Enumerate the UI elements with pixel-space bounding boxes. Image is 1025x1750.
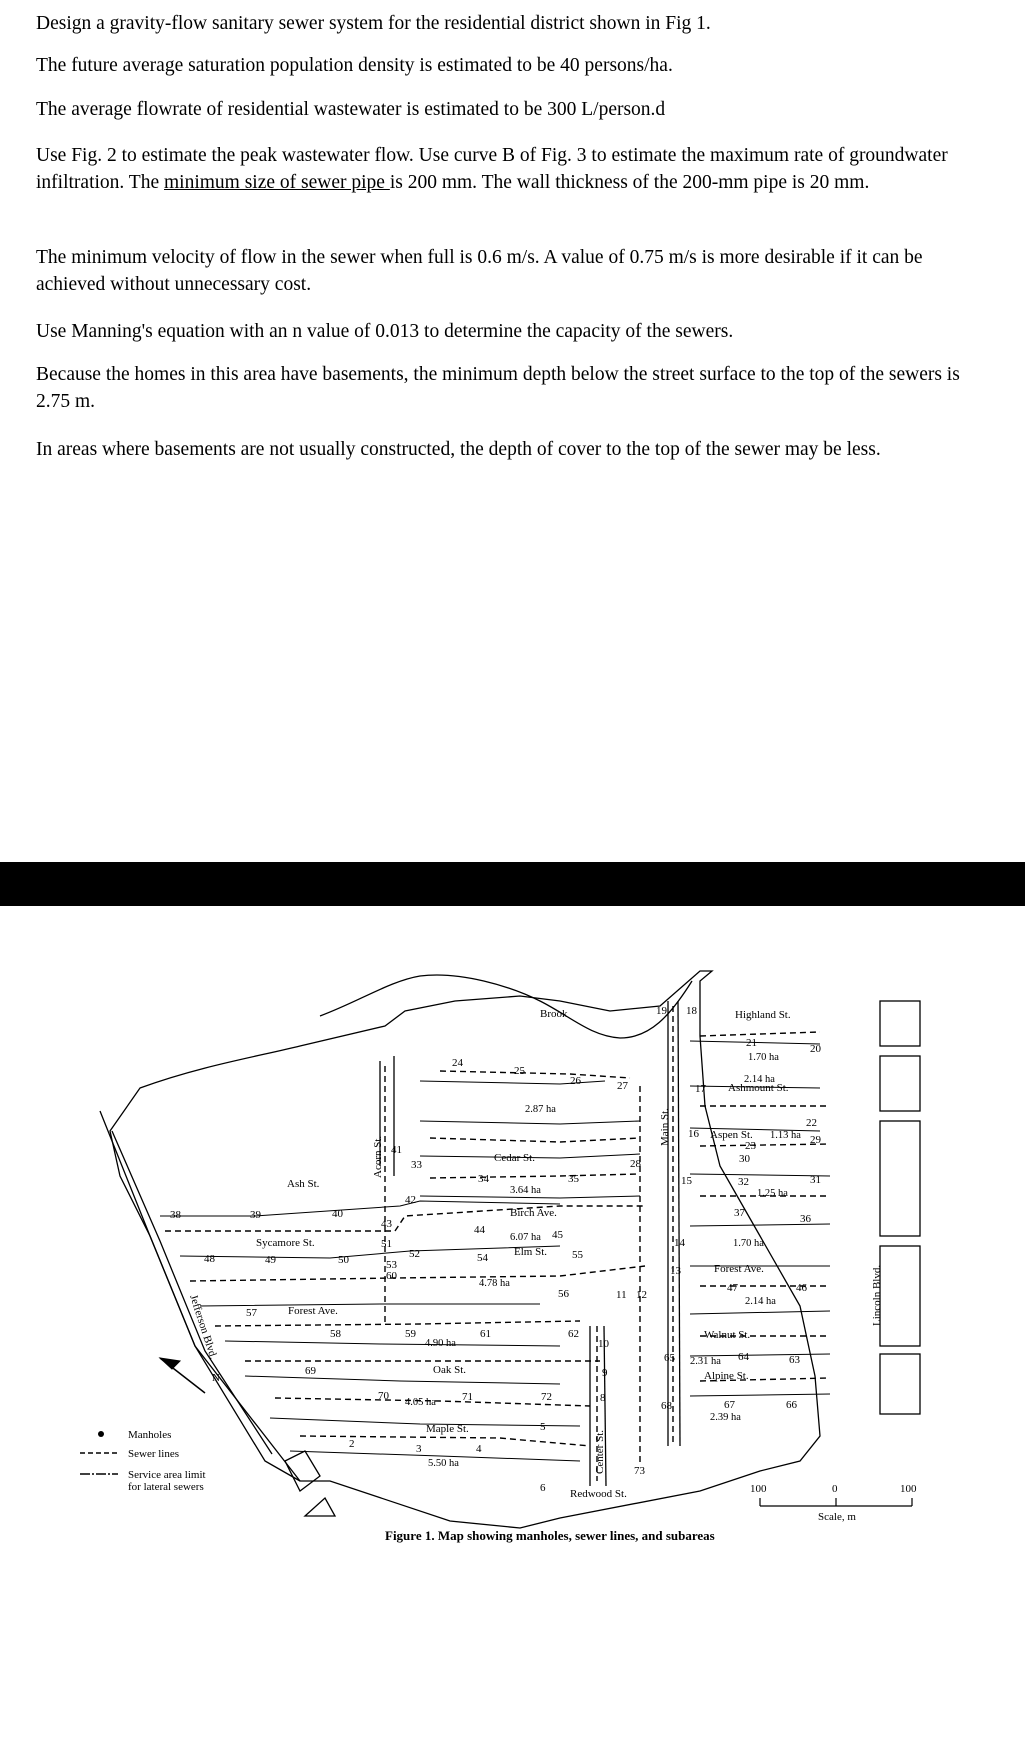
para-flowrate: The average flowrate of residential wastewater is estimated to be 300 L/person.d bbox=[36, 99, 666, 120]
manhole-45: 45 bbox=[552, 1229, 563, 1241]
manhole-48: 48 bbox=[204, 1253, 215, 1265]
manhole-56: 56 bbox=[558, 1288, 569, 1300]
para-cover: In areas where basements are not usually constructed, the depth of cover to the top of the sewer may be less. bbox=[36, 439, 881, 460]
manhole-63: 63 bbox=[789, 1354, 800, 1366]
subarea-4-78: 4.78 ha bbox=[479, 1278, 510, 1289]
para-figures-underline: minimum size of sewer pipe bbox=[164, 172, 390, 193]
manhole-17: 17 bbox=[695, 1083, 706, 1095]
manhole-4: 4 bbox=[476, 1443, 482, 1455]
street-highland: Highland St. bbox=[735, 1009, 791, 1021]
manhole-44: 44 bbox=[474, 1224, 485, 1236]
scale-left: 100 bbox=[750, 1483, 767, 1495]
manhole-47: 47 bbox=[727, 1282, 738, 1294]
subarea-1-70-north: 1.70 ha bbox=[748, 1052, 779, 1063]
para-figures-b: is 200 mm. The wall thickness of the 200-mm pipe is 20 mm. bbox=[389, 172, 870, 193]
street-ashmount: Ashmount St. bbox=[728, 1082, 789, 1094]
manhole-50: 50 bbox=[338, 1254, 349, 1266]
manhole-29: 29 bbox=[810, 1134, 821, 1146]
manhole-32: 32 bbox=[738, 1176, 749, 1188]
manhole-54: 54 bbox=[477, 1252, 488, 1264]
manhole-52: 52 bbox=[409, 1248, 420, 1260]
subarea-4-90: 4.90 ha bbox=[425, 1338, 456, 1349]
manhole-67: 67 bbox=[724, 1399, 735, 1411]
para-velocity: The minimum velocity of flow in the sewer when full is 0.6 m/s. A value of 0.75 m/s is more desirable if it can be achieved without unnecessary cost. bbox=[36, 247, 923, 295]
para-design: Design a gravity-flow sanitary sewer system for the residential district shown in Fig 1. bbox=[36, 13, 711, 34]
street-forest-west: Forest Ave. bbox=[288, 1305, 338, 1317]
subarea-2-39: 2.39 ha bbox=[710, 1412, 741, 1423]
scale-right: 100 bbox=[900, 1483, 917, 1495]
manhole-5: 5 bbox=[540, 1421, 546, 1433]
street-jefferson: Jefferson Blvd. bbox=[187, 1293, 220, 1361]
subarea-2-14-north: 2.14 ha bbox=[744, 1074, 775, 1085]
manhole-23: 23 bbox=[745, 1140, 756, 1152]
manhole-49: 49 bbox=[265, 1254, 276, 1266]
manhole-14: 14 bbox=[674, 1237, 685, 1249]
manhole-8: 8 bbox=[600, 1392, 606, 1404]
manhole-39: 39 bbox=[250, 1209, 261, 1221]
manhole-61: 61 bbox=[480, 1328, 491, 1340]
manhole-68: 68 bbox=[661, 1400, 672, 1412]
manhole-13: 13 bbox=[670, 1265, 681, 1277]
manhole-33: 33 bbox=[411, 1159, 422, 1171]
street-redwood: Redwood St. bbox=[570, 1488, 627, 1500]
manhole-26: 26 bbox=[570, 1075, 581, 1087]
manhole-43: 43 bbox=[381, 1218, 392, 1230]
manhole-31: 31 bbox=[810, 1174, 821, 1186]
street-acorn: Acorn St. bbox=[372, 1135, 384, 1178]
manhole-66: 66 bbox=[786, 1399, 797, 1411]
street-center: Center St. bbox=[594, 1430, 606, 1474]
manhole-18: 18 bbox=[686, 1005, 697, 1017]
manhole-57: 57 bbox=[246, 1307, 257, 1319]
subarea-1-13: 1.13 ha bbox=[770, 1130, 801, 1141]
street-elm: Elm St. bbox=[514, 1246, 548, 1258]
manhole-55: 55 bbox=[572, 1249, 583, 1261]
scale-bar bbox=[750, 1483, 917, 1523]
street-ash: Ash St. bbox=[287, 1178, 320, 1190]
para-figures-a: Use Fig. 2 to estimate the peak wastewater flow. Use curve B of Fig. 3 to estimate the maximum rate of groundwater infiltration. The bbox=[36, 145, 948, 193]
subarea-2-87: 2.87 ha bbox=[525, 1104, 556, 1115]
para-manning: Use Manning's equation with an n value of 0.013 to determine the capacity of the sewers. bbox=[36, 321, 734, 342]
subarea-3-64: 3.64 ha bbox=[510, 1185, 541, 1196]
manhole-69: 69 bbox=[305, 1365, 316, 1377]
subarea-2-31: 2.31 ha bbox=[690, 1356, 721, 1367]
black-divider-bar bbox=[0, 862, 1025, 906]
manhole-symbol-icon bbox=[98, 1431, 104, 1437]
manhole-72: 72 bbox=[541, 1391, 552, 1403]
manhole-71: 71 bbox=[462, 1391, 473, 1403]
street-maple: Maple St. bbox=[426, 1423, 469, 1435]
manhole-21: 21 bbox=[746, 1037, 757, 1049]
street-brook: Brook bbox=[540, 1008, 568, 1020]
manhole-40: 40 bbox=[332, 1208, 343, 1220]
street-walnut: Walnut St. bbox=[704, 1329, 751, 1341]
para-population: The future average saturation population density is estimated to be 40 persons/ha. bbox=[36, 55, 673, 76]
manhole-37: 37 bbox=[734, 1207, 745, 1219]
para-depth: Because the homes in this area have basements, the minimum depth below the street surface to the top of the sewers is 2.75 m. bbox=[36, 364, 960, 412]
subarea-1-70-south: 1.70 ha bbox=[733, 1238, 764, 1249]
street-cedar: Cedar St. bbox=[494, 1152, 535, 1164]
street-aspen: Aspen St. bbox=[710, 1129, 753, 1141]
manhole-64: 64 bbox=[738, 1351, 749, 1363]
manhole-41: 41 bbox=[391, 1144, 402, 1156]
subarea-4-05: 4.05 ha bbox=[405, 1397, 436, 1408]
legend-manholes: Manholes bbox=[128, 1429, 172, 1441]
subarea-2-14-south: 2.14 ha bbox=[745, 1296, 776, 1307]
manhole-73: 73 bbox=[634, 1465, 645, 1477]
manhole-10: 10 bbox=[598, 1338, 609, 1350]
street-forest-east: Forest Ave. bbox=[714, 1263, 764, 1275]
manhole-16: 16 bbox=[688, 1128, 699, 1140]
legend bbox=[80, 1429, 206, 1493]
manhole-27: 27 bbox=[617, 1080, 628, 1092]
manhole-59: 59 bbox=[405, 1328, 416, 1340]
manhole-24: 24 bbox=[452, 1057, 463, 1069]
street-lincoln: Lincoln Blvd. bbox=[871, 1264, 883, 1326]
manhole-3: 3 bbox=[416, 1443, 422, 1455]
manhole-42: 42 bbox=[405, 1194, 416, 1206]
manhole-15: 15 bbox=[681, 1175, 692, 1187]
manhole-58: 58 bbox=[330, 1328, 341, 1340]
manhole-2: 2 bbox=[349, 1438, 355, 1450]
legend-service-limit-1: Service area limit bbox=[128, 1469, 206, 1481]
manhole-34: 34 bbox=[478, 1173, 489, 1185]
manhole-65: 65 bbox=[664, 1352, 675, 1364]
street-oak: Oak St. bbox=[433, 1364, 466, 1376]
manhole-38: 38 bbox=[170, 1209, 181, 1221]
para-figures bbox=[36, 142, 971, 196]
figure-1-map bbox=[0, 906, 1025, 1750]
street-alpine: Alpine St. bbox=[704, 1370, 749, 1382]
street-main: Main St. bbox=[659, 1108, 671, 1146]
manhole-70: 70 bbox=[378, 1390, 389, 1402]
legend-service-limit-2: for lateral sewers bbox=[128, 1481, 204, 1493]
street-birch: Birch Ave. bbox=[510, 1207, 557, 1219]
manhole-35: 35 bbox=[568, 1173, 579, 1185]
manhole-30: 30 bbox=[739, 1153, 750, 1165]
scale-label: Scale, m bbox=[818, 1511, 856, 1523]
manhole-46: 46 bbox=[796, 1282, 807, 1294]
manhole-11: 11 bbox=[616, 1289, 627, 1301]
north-label: N bbox=[212, 1372, 220, 1384]
manhole-28: 28 bbox=[630, 1158, 641, 1170]
subarea-1-25: 1.25 ha bbox=[757, 1188, 788, 1199]
manhole-62: 62 bbox=[568, 1328, 579, 1340]
manhole-60: 60 bbox=[386, 1270, 397, 1282]
subarea-6-07: 6.07 ha bbox=[510, 1232, 541, 1243]
manhole-22: 22 bbox=[806, 1117, 817, 1129]
street-sycamore: Sycamore St. bbox=[256, 1237, 315, 1249]
legend-sewer-lines: Sewer lines bbox=[128, 1448, 180, 1460]
scale-zero: 0 bbox=[832, 1483, 838, 1495]
manhole-6: 6 bbox=[540, 1482, 546, 1494]
manhole-12: 12 bbox=[636, 1289, 647, 1301]
manhole-36: 36 bbox=[800, 1213, 811, 1225]
manhole-53: 53 bbox=[386, 1259, 397, 1271]
figure-caption: Figure 1. Map showing manholes, sewer lines, and subareas bbox=[385, 1528, 715, 1543]
manhole-51: 51 bbox=[381, 1238, 392, 1250]
manhole-20: 20 bbox=[810, 1043, 821, 1055]
manhole-25: 25 bbox=[514, 1065, 525, 1077]
manhole-19: 19 bbox=[656, 1005, 667, 1017]
manhole-9: 9 bbox=[602, 1367, 608, 1379]
subarea-5-50: 5.50 ha bbox=[428, 1458, 459, 1469]
